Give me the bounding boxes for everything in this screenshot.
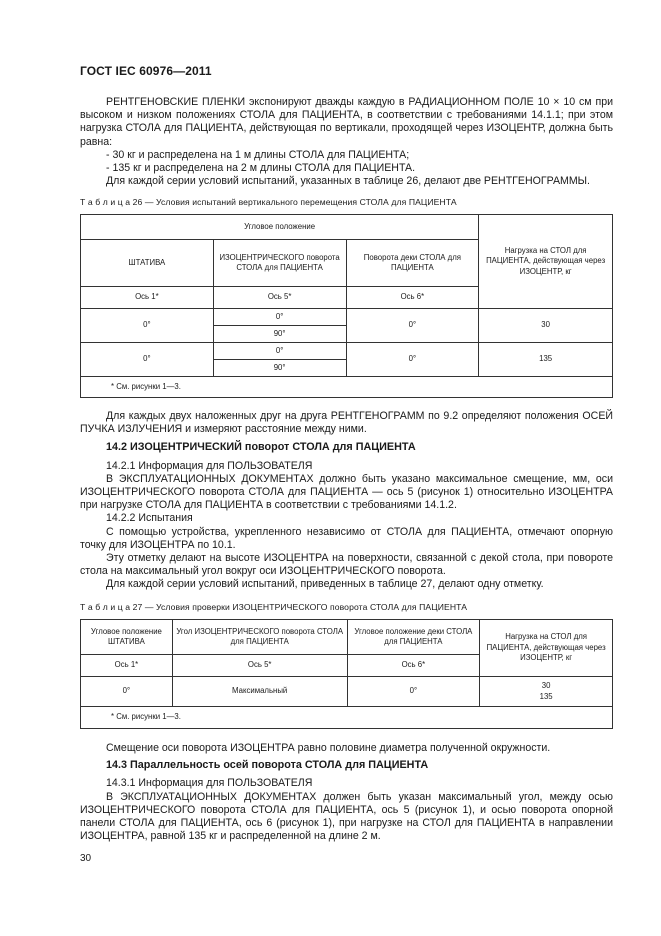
table-header-cell: Ось 1* <box>81 287 214 309</box>
table-header-cell: Угловое положение деки СТОЛА для ПАЦИЕНТА <box>347 620 480 655</box>
table-cell: 0° <box>81 309 214 343</box>
paragraph: Для каждой серии условий испытаний, приведенных в таблице 27, делают одну отметку. <box>106 578 544 591</box>
load-value: 135 <box>539 691 553 701</box>
table-header-cell: Поворота деки СТОЛА для ПАЦИЕНТА <box>346 240 479 287</box>
table-cell: Максимальный <box>172 677 347 707</box>
table-26 <box>80 214 613 398</box>
table-cell: 30 <box>479 309 613 343</box>
table-cell: 90° <box>213 326 346 343</box>
table-header-cell: ИЗОЦЕНТРИЧЕСКОГО поворота СТОЛА для ПАЦИЕНТА <box>213 240 346 287</box>
table-cell: 135 <box>479 343 613 377</box>
subsection-heading: 14.2.2 Испытания <box>106 512 193 525</box>
section-14-3 <box>80 742 613 843</box>
paragraph: В ЭКСПЛУАТАЦИОННЫХ ДОКУМЕНТАХ должно быть указано максимальное смещение, мм, оси ИЗОЦЕНТРИЧЕСКОГО поворота СТОЛА для ПАЦИЕНТА — ось 5 (рисунок 1) относительно ИЗОЦЕНТРА при нагрузке СТОЛА для ПАЦИЕНТА в соответствии с требованиями 14.1.2. <box>80 472 613 512</box>
paragraph: РЕНТГЕНОВСКИЕ ПЛЕНКИ экспонируют дважды каждую в РАДИАЦИОННОМ ПОЛЕ 10 × 10 см при высоком и низком положениях СТОЛА для ПАЦИЕНТА, в соответствии с требованиями 14.1.1; при этом нагрузка СТОЛА для ПАЦИЕНТА, действующая по вертикали, проходящей через ИЗОЦЕНТР, должна быть равна: <box>80 96 613 148</box>
table-cell: 0° <box>81 343 214 377</box>
table-cell <box>480 677 613 707</box>
table-26-caption: Т а б л и ц а 26 — Условия испытаний вертикального перемещения СТОЛА для ПАЦИЕНТА <box>80 197 457 207</box>
table-header-cell: ШТАТИВА <box>81 240 214 287</box>
table-27-caption: Т а б л и ц а 27 — Условия проверки ИЗОЦЕНТРИЧЕСКОГО поворота СТОЛА для ПАЦИЕНТА <box>80 602 468 612</box>
table-header-cell: Угол ИЗОЦЕНТРИЧЕСКОГО поворота СТОЛА для ПАЦИЕНТА <box>172 620 347 655</box>
table-cell: 0° <box>346 309 479 343</box>
document-header: ГОСТ IEC 60976—2011 <box>80 64 212 78</box>
paragraph: Эту отметку делают на высоте ИЗОЦЕНТРА на поверхности, связанной с декой стола, при повороте стола на максимальный угол вокруг оси ИЗОЦЕНТРИЧЕСКОГО поворота. <box>80 552 613 578</box>
table-footnote: * См. рисунки 1—3. <box>81 377 613 398</box>
table-header-cell: Ось 6* <box>346 287 479 309</box>
table-cell: 0° <box>346 343 479 377</box>
load-value: 30 <box>541 681 551 690</box>
section-14-2 <box>80 410 613 592</box>
paragraph: Смещение оси поворота ИЗОЦЕНТРА равно половине диаметра полученной окружности. <box>106 742 551 754</box>
table-header-cell: Нагрузка на СТОЛ для ПАЦИЕНТА, действующая через ИЗОЦЕНТР, кг <box>480 620 613 677</box>
table-header-cell: Ось 5* <box>213 287 346 309</box>
list-item: - 135 кг и распределена на 2 м длины СТОЛА для ПАЦИЕНТА. <box>106 162 416 175</box>
table-cell: 0° <box>81 677 173 707</box>
paragraph: Для каждых двух наложенных друг на друга РЕНТГЕНОГРАММ по 9.2 определяют положения ОСЕЙ ПУЧКА ИЗЛУЧЕНИЯ и измеряют расстояние между ними. <box>80 410 613 436</box>
subsection-heading: 14.2.1 Информация для ПОЛЬЗОВАТЕЛЯ <box>106 459 313 472</box>
list-item: - 30 кг и распределена на 1 м длины СТОЛА для ПАЦИЕНТА; <box>106 148 410 161</box>
paragraph: С помощью устройства, укрепленного независимо от СТОЛА для ПАЦИЕНТА, отмечают опорную точку для ИЗОЦЕНТРА по 10.1. <box>80 525 613 551</box>
paragraph: Для каждой серии условий испытаний, указанных в таблице 26, делают две РЕНТГЕНОГРАММЫ. <box>106 175 590 188</box>
table-header-cell: Угловое положение ШТАТИВА <box>81 620 173 655</box>
table-cell: 0° <box>213 343 346 360</box>
table-27 <box>80 619 613 729</box>
paragraph: В ЭКСПЛУАТАЦИОННЫХ ДОКУМЕНТАХ должен быть указан максимальный угол, между осью ИЗОЦЕНТРИЧЕСКОГО поворота СТОЛА для ПАЦИЕНТА, ось 5 (рисунок 1), и осью поворота опорной панели СТОЛА для ПАЦИЕНТА, ось 6 (рисунок 1), при нагрузке на СТОЛ для ПАЦИЕНТА в направлении ИЗОЦЕНТРА, равной 135 кг и распределенной на длине 2 м. <box>80 790 613 843</box>
table-footnote: * См. рисунки 1—3. <box>81 707 613 729</box>
intro-paragraph <box>80 96 613 188</box>
section-heading: 14.2 ИЗОЦЕНТРИЧЕСКИЙ поворот СТОЛА для ПАЦИЕНТА <box>106 441 416 454</box>
table-header-cell: Ось 1* <box>81 655 173 677</box>
table-header-cell: Ось 6* <box>347 655 480 677</box>
section-heading: 14.3 Параллельность осей поворота СТОЛА для ПАЦИЕНТА <box>106 759 429 772</box>
table-header-cell: Ось 5* <box>172 655 347 677</box>
table-cell: 0° <box>213 309 346 326</box>
table-cell: 0° <box>347 677 480 707</box>
table-header-cell: Угловое положение <box>81 215 479 240</box>
subsection-heading: 14.3.1 Информация для ПОЛЬЗОВАТЕЛЯ <box>106 777 313 790</box>
table-cell: 90° <box>213 360 346 377</box>
table-header-cell: Нагрузка на СТОЛ для ПАЦИЕНТА, действующая через ИЗОЦЕНТР, кг <box>479 215 613 309</box>
page-number: 30 <box>80 853 92 864</box>
